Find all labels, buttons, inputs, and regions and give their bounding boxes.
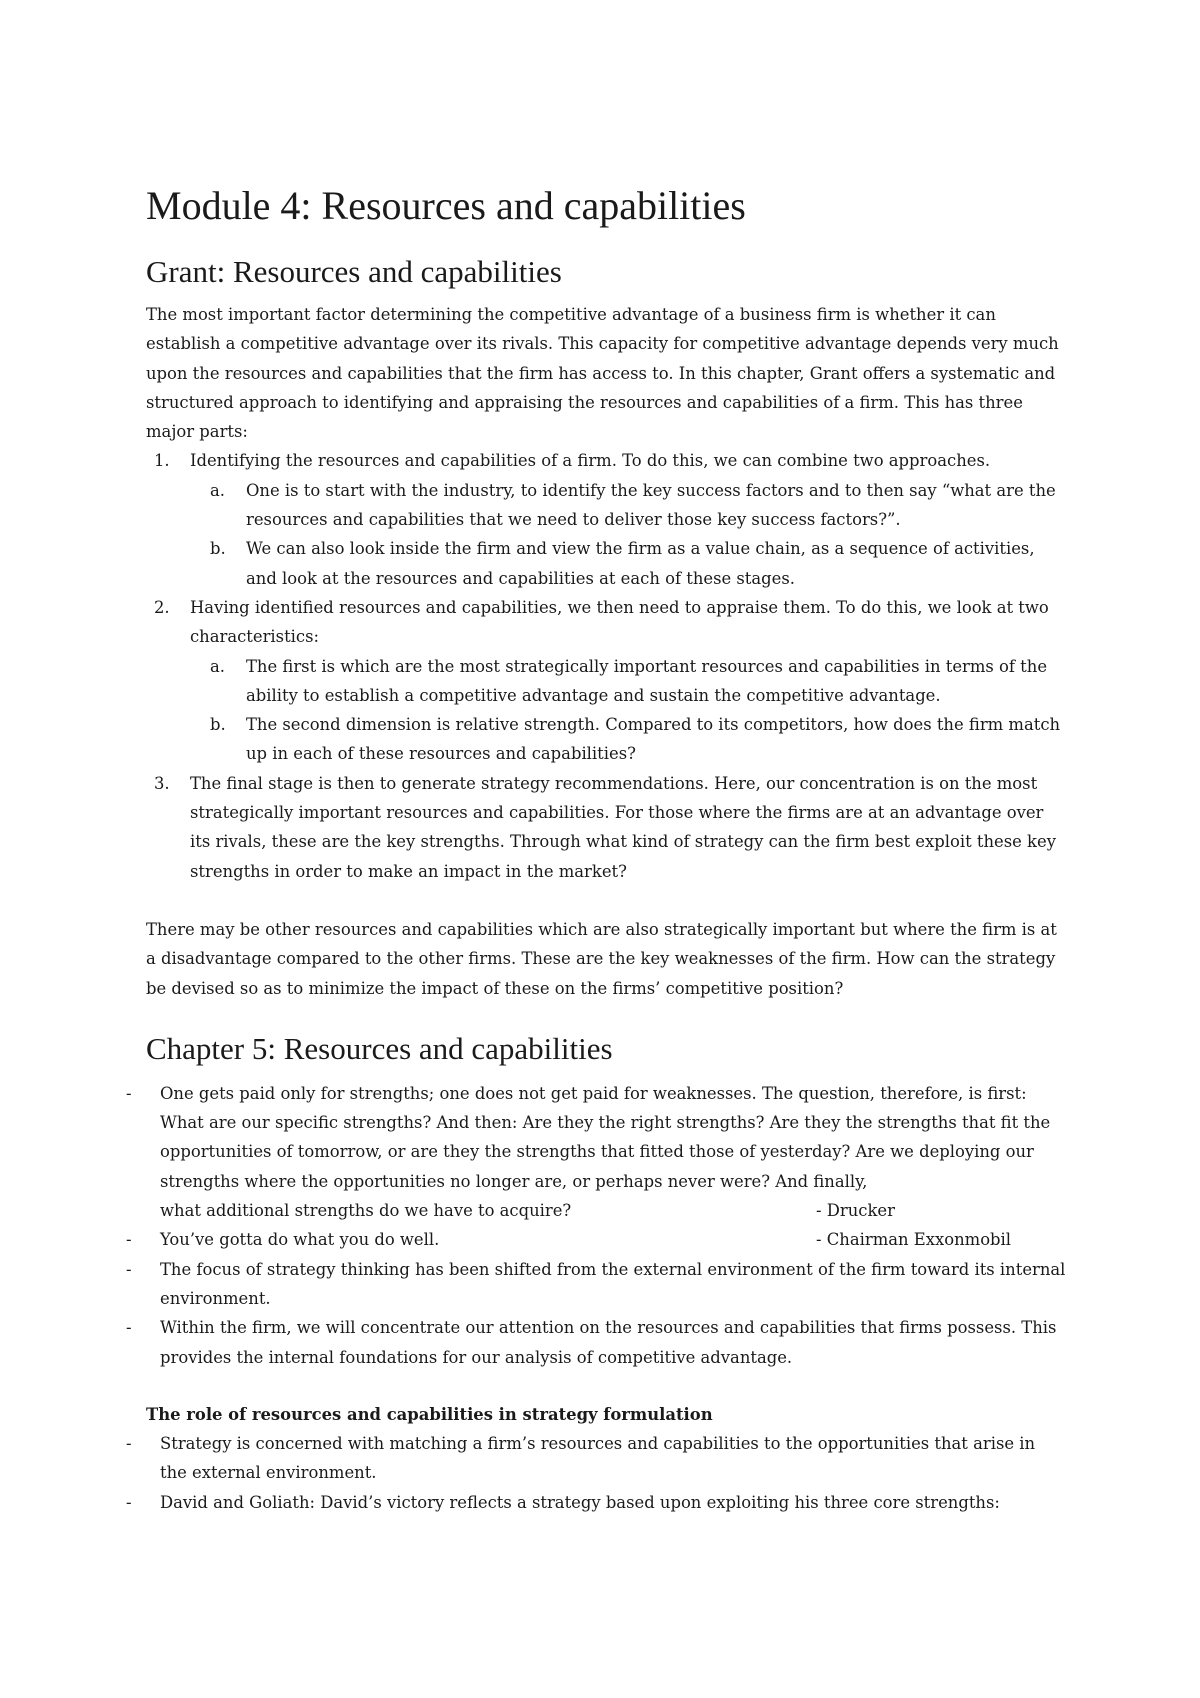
sub-list-item: [190, 534, 1066, 593]
dash-bullet: -: [126, 1259, 132, 1279]
sub-list: [190, 476, 1066, 593]
quote-attribution: - Drucker: [816, 1201, 895, 1221]
list-number: 2.: [154, 597, 170, 617]
dash-bullet: -: [126, 1492, 132, 1512]
page-title: Module 4: Resources and capabilities: [146, 183, 746, 228]
dash-bullet: -: [126, 1230, 132, 1250]
list-item: [126, 1225, 1066, 1254]
list-item-text: Strategy is concerned with matching a firm’s resources and capabilities to the opportunities that arise in the external environment.: [160, 1434, 1036, 1483]
sub-list-item-text: The first is which are the most strategically important resources and capabilities in terms of the ability to establish a competitive advantage and sustain the competitive advantage.: [246, 656, 1048, 705]
dash-bullet: -: [126, 1083, 132, 1103]
list-item: [126, 1488, 1066, 1517]
list-item-text: Identifying the resources and capabilities of a firm. To do this, we can combine two approaches.: [190, 451, 991, 471]
dash-bullet: -: [126, 1318, 132, 1338]
list-item-text: Having identified resources and capabilities, we then need to appraise them. To do this, we look at two characteristics:: [190, 597, 1049, 647]
list-item: [146, 446, 1066, 592]
sub-list-letter: a.: [210, 656, 225, 676]
section-heading-grant: Grant: Resources and capabilities: [146, 254, 562, 289]
list-item: [126, 1079, 1066, 1225]
list-item: [146, 593, 1066, 769]
sub-list-letter: b.: [210, 539, 226, 559]
list-item-text: David and Goliath: David’s victory reflects a strategy based upon exploiting his three core strengths:: [160, 1492, 1000, 1512]
quote-text-end: what additional strengths do we have to acquire?: [160, 1201, 572, 1221]
sub-list-item-text: The second dimension is relative strength. Compared to its competitors, how does the firm match up in each of these resources and capabilities?: [246, 715, 1061, 764]
sub-list-letter: a.: [210, 480, 225, 500]
closing-paragraph: There may be other resources and capabilities which are also strategically important but where the firm is at a disadvantage compared to the other firms. These are the key weaknesses of the firm. How can the strategy be devised so as to minimize the impact of these on the firms’ competitive position?: [146, 919, 1057, 998]
document-page: [126, 182, 1066, 1517]
list-item: [126, 1255, 1066, 1314]
list-item-text: The focus of strategy thinking has been shifted from the external environment of the firm toward its internal environment.: [160, 1259, 1066, 1308]
quote-last-line: [160, 1225, 1066, 1254]
quote-last-line: [160, 1196, 1066, 1225]
intro-paragraph: The most important factor determining the competitive advantage of a business firm is whether it can establish a competitive advantage over its rivals. This capacity for competitive advantage depends very much upon the resources and capabilities that the firm has access to. In this chapter, Grant offers a systematic and structured approach to identifying and appraising the resources and capabilities of a firm. This has three major parts:: [146, 305, 1059, 442]
sub-list: [190, 652, 1066, 769]
dash-bullet: -: [126, 1434, 132, 1454]
numbered-list: [146, 446, 1066, 885]
sub-list-item: [190, 476, 1066, 535]
list-item: [126, 1313, 1066, 1372]
quote-text-end: You’ve gotta do what you do well.: [160, 1230, 440, 1250]
quote-attribution: - Chairman Exxonmobil: [816, 1230, 1012, 1250]
list-number: 3.: [154, 773, 170, 793]
sub-list-item-text: One is to start with the industry, to identify the key success factors and to then say “what are the resources and capabilities that we need to deliver those key success factors?”.: [246, 480, 1056, 530]
quote-text: One gets paid only for strengths; one does not get paid for weaknesses. The question, therefore, is first: What are our specific strengths? And then: Are they the right strengths? Are they the strengths that fit the opportunities of tomorrow, or are they the strengths that fitted those of yesterday? Are we deploying our strengths where the opportunities no longer are, or perhaps never were? And finally,: [160, 1083, 1051, 1191]
dash-list: [126, 1429, 1066, 1517]
sub-list-item-text: We can also look inside the firm and view the firm as a value chain, as a sequence of activities, and look at the resources and capabilities at each of these stages.: [246, 539, 1035, 588]
subsection-heading: The role of resources and capabilities in strategy formulation: [146, 1404, 713, 1424]
list-number: 1.: [154, 451, 170, 471]
section-heading-chapter-5: Chapter 5: Resources and capabilities: [146, 1030, 613, 1066]
list-item-text: The final stage is then to generate strategy recommendations. Here, our concentration is on the most strategically important resources and capabilities. For those where the firms are at an advantage over its rivals, these are the key strengths. Through what kind of strategy can the firm best exploit these key strengths in order to make an impact in the market?: [190, 773, 1056, 881]
list-item: [146, 769, 1066, 886]
list-item-text: Within the firm, we will concentrate our attention on the resources and capabilities that firms possess. This provides the internal foundations for our analysis of competitive advantage.: [160, 1318, 1057, 1367]
dash-list: [126, 1079, 1066, 1372]
sub-list-item: [190, 710, 1066, 769]
sub-list-letter: b.: [210, 715, 226, 735]
sub-list-item: [190, 652, 1066, 711]
list-item: [126, 1429, 1066, 1488]
